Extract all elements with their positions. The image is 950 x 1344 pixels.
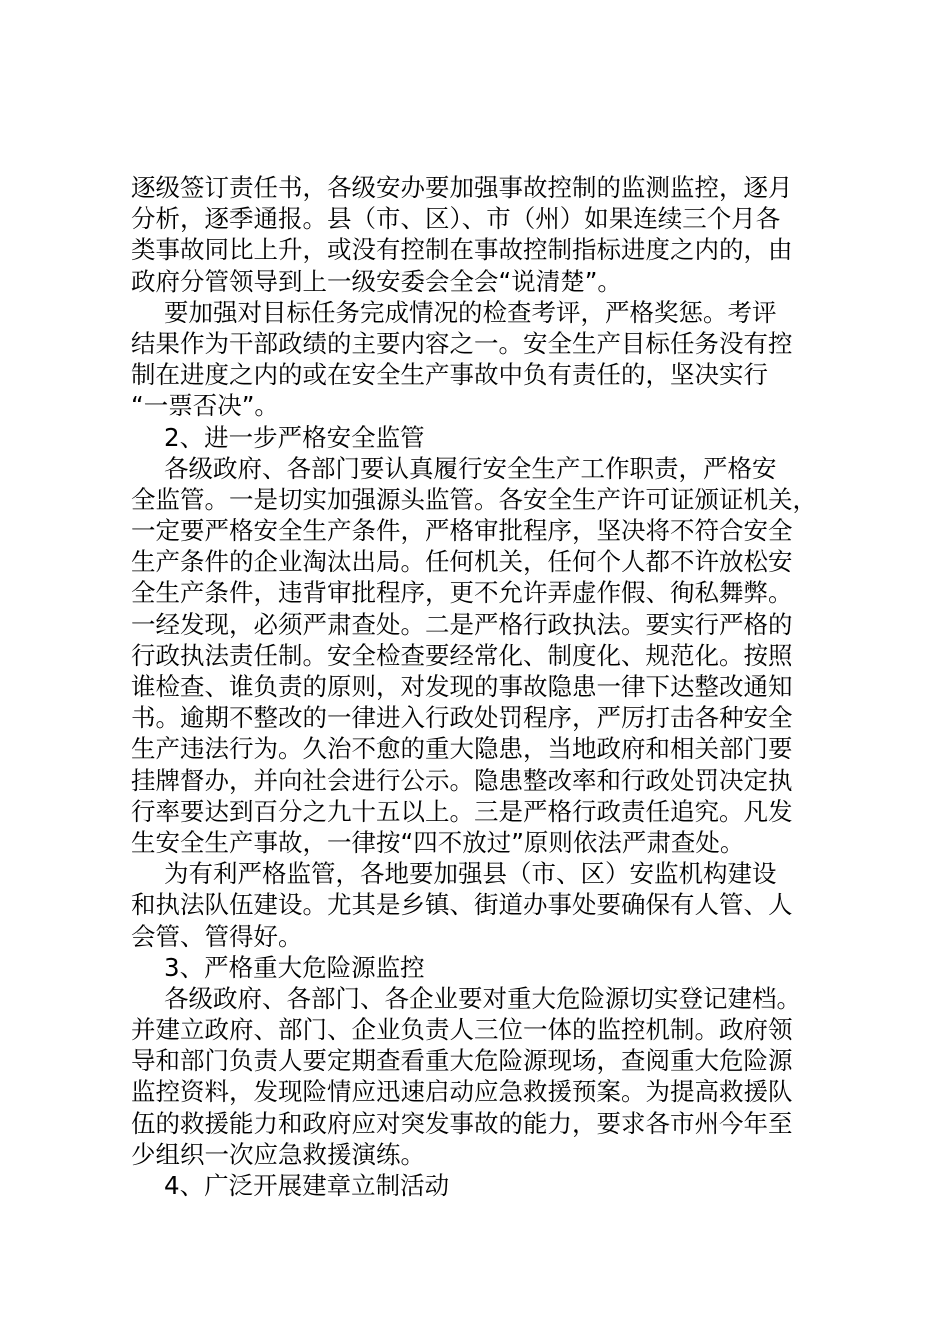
text-line: 谁检查、谁负责的原则，对发现的事故隐患一律下达整改通知	[131, 672, 793, 701]
text-line: 逐级签订责任书，各级安办要加强事故控制的监测监控，逐月	[131, 173, 793, 202]
paragraph-first-line: 各级政府、各部门要认真履行安全生产工作职责，严格安	[164, 453, 777, 483]
text-line: 制在进度之内的或在安全生产事故中负有责任的，坚决实行	[131, 360, 768, 390]
text-line: 结果作为干部政绩的主要内容之一。安全生产目标任务没有控	[131, 328, 793, 358]
document-body	[131, 172, 843, 1201]
text-line: 行率要达到百分之九十五以上。三是严格行政责任追究。凡发	[131, 796, 793, 826]
text-line: “一票否决”。	[131, 391, 279, 421]
paragraph-first-line: 3、严格重大危险源监控	[164, 952, 425, 982]
text-line: 全生产条件，违背审批程序，更不允许弄虚作假、徇私舞弊。	[131, 578, 793, 608]
text-line: 和执法队伍建设。尤其是乡镇、街道办事处要确保有人管、人	[131, 890, 793, 920]
text-line: 一经发现，必须严肃查处。二是严格行政执法。要实行严格的	[131, 609, 793, 639]
text-line: 生产违法行为。久治不愈的重大隐患，当地政府和相关部门要	[131, 734, 793, 764]
text-line: 行政执法责任制。安全检查要经常化、制度化、规范化。按照	[131, 640, 793, 670]
text-line: 并建立政府、部门、企业负责人三位一体的监控机制。政府领	[131, 1015, 793, 1045]
text-line: 分析，逐季通报。县（市、区）、市（州）如果连续三个月各	[131, 204, 781, 234]
text-line: 全监管。一是切实加强源头监管。各安全生产许可证颁证机关，	[131, 484, 817, 514]
text-line: 书。逾期不整改的一律进入行政处罚程序，严厉打击各种安全	[131, 703, 793, 733]
paragraph-first-line: 要加强对目标任务完成情况的检查考评，严格奖惩。考评	[164, 297, 777, 327]
paragraph-first-line: 为有利严格监管，各地要加强县（市、区）安监机构建设	[164, 859, 777, 889]
text-line: 一定要严格安全生产条件，严格审批程序，坚决将不符合安全	[131, 516, 793, 546]
text-line: 导和部门负责人要定期查看重大危险源现场，查阅重大危险源	[131, 1046, 793, 1076]
paragraph-first-line: 2、进一步严格安全监管	[164, 422, 425, 452]
text-line: 监控资料，发现险情应迅速启动应急救援预案。为提高救援队	[131, 1077, 793, 1107]
text-line: 政府分管领导到上一级安委会全会“说清楚”。	[131, 266, 622, 296]
text-line: 少组织一次应急救援演练。	[131, 1139, 425, 1169]
text-line: 生产条件的企业淘汰出局。任何机关，任何个人都不许放松安	[131, 547, 793, 577]
text-line: 生安全生产事故，一律按“四不放过”原则依法严肃查处。	[131, 827, 745, 857]
text-line: 会管、管得好。	[131, 921, 303, 951]
paragraph-first-line: 各级政府、各部门、各企业要对重大危险源切实登记建档。	[164, 983, 801, 1013]
paragraph-first-line: 4、广泛开展建章立制活动	[164, 1171, 450, 1200]
text-line: 挂牌督办，并向社会进行公示。隐患整改率和行政处罚决定执	[131, 765, 793, 795]
text-line: 伍的救援能力和政府应对突发事故的能力，要求各市州今年至	[131, 1108, 793, 1138]
text-line: 类事故同比上升，或没有控制在事故控制指标进度之内的，由	[131, 235, 793, 265]
